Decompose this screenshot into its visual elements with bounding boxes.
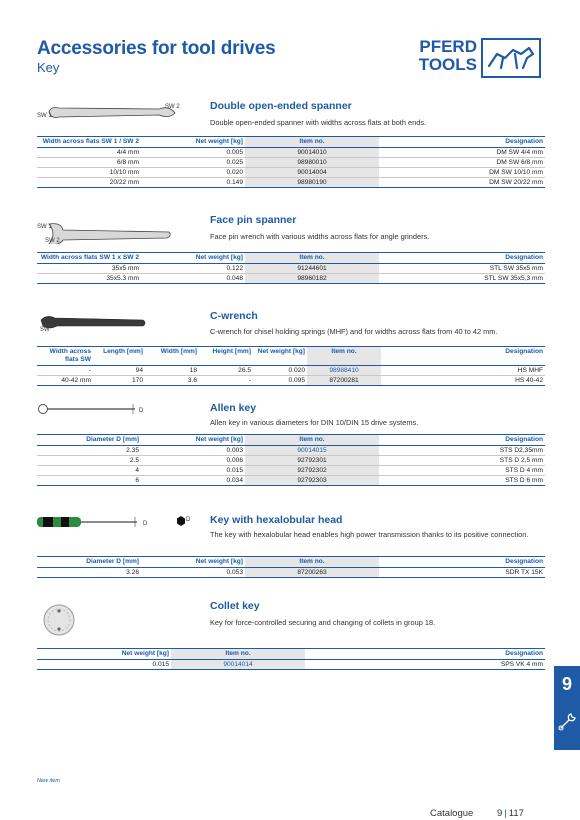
- collet-key-illustration: [39, 600, 79, 640]
- section-face-pin-spanner: [37, 212, 545, 302]
- double-spanner-illustration: [47, 100, 177, 124]
- section-title: Face pin spanner: [210, 214, 297, 226]
- face-pin-spanner-illustration: [45, 220, 175, 244]
- page-subtitle: Key: [37, 60, 60, 75]
- table-row: 10/10 mm 0.020 90014004 DM SW 10/10 mm: [37, 168, 545, 178]
- collet-key-table: Net weight [kg] Item no. Designation 0.015 90014014 SPS VK 4 mm: [37, 648, 545, 670]
- sw1-label: SW 1: [37, 224, 52, 230]
- table-row: 35x5.3 mm 0.048 98960182 STL SW 35x5,3 mm: [37, 274, 545, 284]
- table-row: 6/8 mm 0.025 98980010 DM SW 6/8 mm: [37, 158, 545, 168]
- page-title: Accessories for tool drives: [37, 38, 276, 59]
- hexalobular-table: Diameter D [mm] Net weight [kg] Item no. Designation 3.26 0.053 87200263 SDR TX 15K: [37, 556, 545, 578]
- spanner-icon: [557, 712, 577, 732]
- footer-page: 117: [508, 808, 524, 819]
- c-wrench-illustration: [39, 314, 149, 332]
- item-link[interactable]: 90014014: [171, 660, 305, 670]
- table-row: 2.35 0.003 90014015 STS D2,35mm: [37, 446, 545, 456]
- pferd-logo: [413, 38, 543, 80]
- d-label-2: D: [186, 517, 191, 523]
- table-row: 3.26 0.053 87200263 SDR TX 15K: [37, 568, 545, 578]
- table-row: 35x5 mm 0.122 91244601 STL SW 35x5 mm: [37, 264, 545, 274]
- hexalobular-icon: [176, 516, 186, 526]
- section-double-spanner: [37, 96, 545, 206]
- logo-line2: TOOLS: [418, 55, 477, 74]
- section-hexalobular-key: [37, 512, 545, 592]
- footer-catalogue: Catalogue: [430, 808, 474, 819]
- double-spanner-table: Width across flats SW 1 / SW 2 Net weight [kg] Item no. Designation 4/4 mm 0.005 90014010 DM SW 4/4 mm 6/8 mm 0.025 98980010 DM SW 6/8 mm 10/10 mm 0.020 90014004 DM SW 10/10 mm 20/22 mm 0.149 98980190 DM SW 20/22 mm: [37, 136, 545, 188]
- screwdriver-illustration: [37, 514, 147, 530]
- allen-key-illustration: [37, 402, 144, 416]
- table-row: 20/22 mm 0.149 98980190 DM SW 20/22 mm: [37, 178, 545, 188]
- section-desc: Allen key in various diameters for DIN 10/DIN 15 drive systems.: [210, 418, 419, 427]
- section-title: Allen key: [210, 402, 257, 414]
- section-title: Double open-ended spanner: [210, 100, 352, 112]
- section-desc: The key with hexalobular head enables high power transmission thanks to its positive connection.: [210, 530, 529, 539]
- sw2-label: SW 2: [45, 238, 60, 244]
- d-label: D: [139, 408, 144, 414]
- face-pin-table: Width across flats SW 1 x SW 2 Net weight [kg] Item no. Designation 35x5 mm 0.122 91244601 STL SW 35x5 mm 35x5.3 mm 0.048 98960182 STL SW 35x5,3 mm: [37, 252, 545, 284]
- chapter-number: 9: [561, 674, 572, 694]
- item-link[interactable]: 98988410: [307, 366, 381, 376]
- table-row: 6 0.034 92792303 STS D 6 mm: [37, 476, 545, 486]
- table-row: 2.5 0.006 92792301 STS D 2,5 mm: [37, 456, 545, 466]
- footer-chapter: 9: [497, 808, 503, 819]
- table-row: - 94 18 26.5 0.020 98988410 HS MHF: [37, 366, 545, 376]
- item-link[interactable]: 90014015: [245, 446, 379, 456]
- c-wrench-table: Width across flats SW Length [mm] Width [mm] Height [mm] Net weight [kg] Item no. Designation - 94 18 26.5 0.020 98988410 HS MHF 40-42 mm 170 3.6 - 0.095 87200281 HS 40-42: [37, 346, 545, 386]
- section-title: Collet key: [210, 600, 260, 612]
- new-item-note: New item: [37, 778, 60, 784]
- d-label: D: [143, 521, 148, 527]
- logo-line1: PFERD: [419, 37, 477, 56]
- sw2-label: SW 2: [165, 104, 180, 110]
- sw1-label: SW 1: [37, 113, 52, 119]
- chapter-tab[interactable]: [554, 666, 580, 750]
- section-desc: Face pin wrench with various widths across flats for angle grinders.: [210, 232, 430, 241]
- section-title: C-wrench: [210, 310, 258, 322]
- sw-label: SW: [40, 327, 50, 333]
- table-row: 0.015 90014014 SPS VK 4 mm: [37, 660, 545, 670]
- section-collet-key: [37, 598, 545, 688]
- allen-key-table: Diameter D [mm] Net weight [kg] Item no. Designation 2.35 0.003 90014015 STS D2,35mm 2.5 0.006 92792301 STS D 2,5 mm 4 0.015 92792302 STS D 4 mm 6 0.034 92792303 STS D 6 mm: [37, 434, 545, 486]
- table-row: 4 0.015 92792302 STS D 4 mm: [37, 466, 545, 476]
- table-row: 40-42 mm 170 3.6 - 0.095 87200281 HS 40-42: [37, 376, 545, 386]
- horse-logo-icon: [481, 38, 541, 78]
- section-title: Key with hexalobular head: [210, 514, 343, 526]
- section-c-wrench: [37, 308, 545, 394]
- section-desc: Double open-ended spanner with widths across flats at both ends.: [210, 118, 427, 127]
- footer-page-number: 9 | 117: [497, 808, 524, 819]
- section-desc: C-wrench for chisel holding springs (MHF) and for widths across flats from 40 to 42 mm.: [210, 327, 498, 336]
- section-allen-key: [37, 400, 545, 500]
- section-desc: Key for force-controlled securing and changing of collets in group 18.: [210, 618, 436, 627]
- table-row: 4/4 mm 0.005 90014010 DM SW 4/4 mm: [37, 148, 545, 158]
